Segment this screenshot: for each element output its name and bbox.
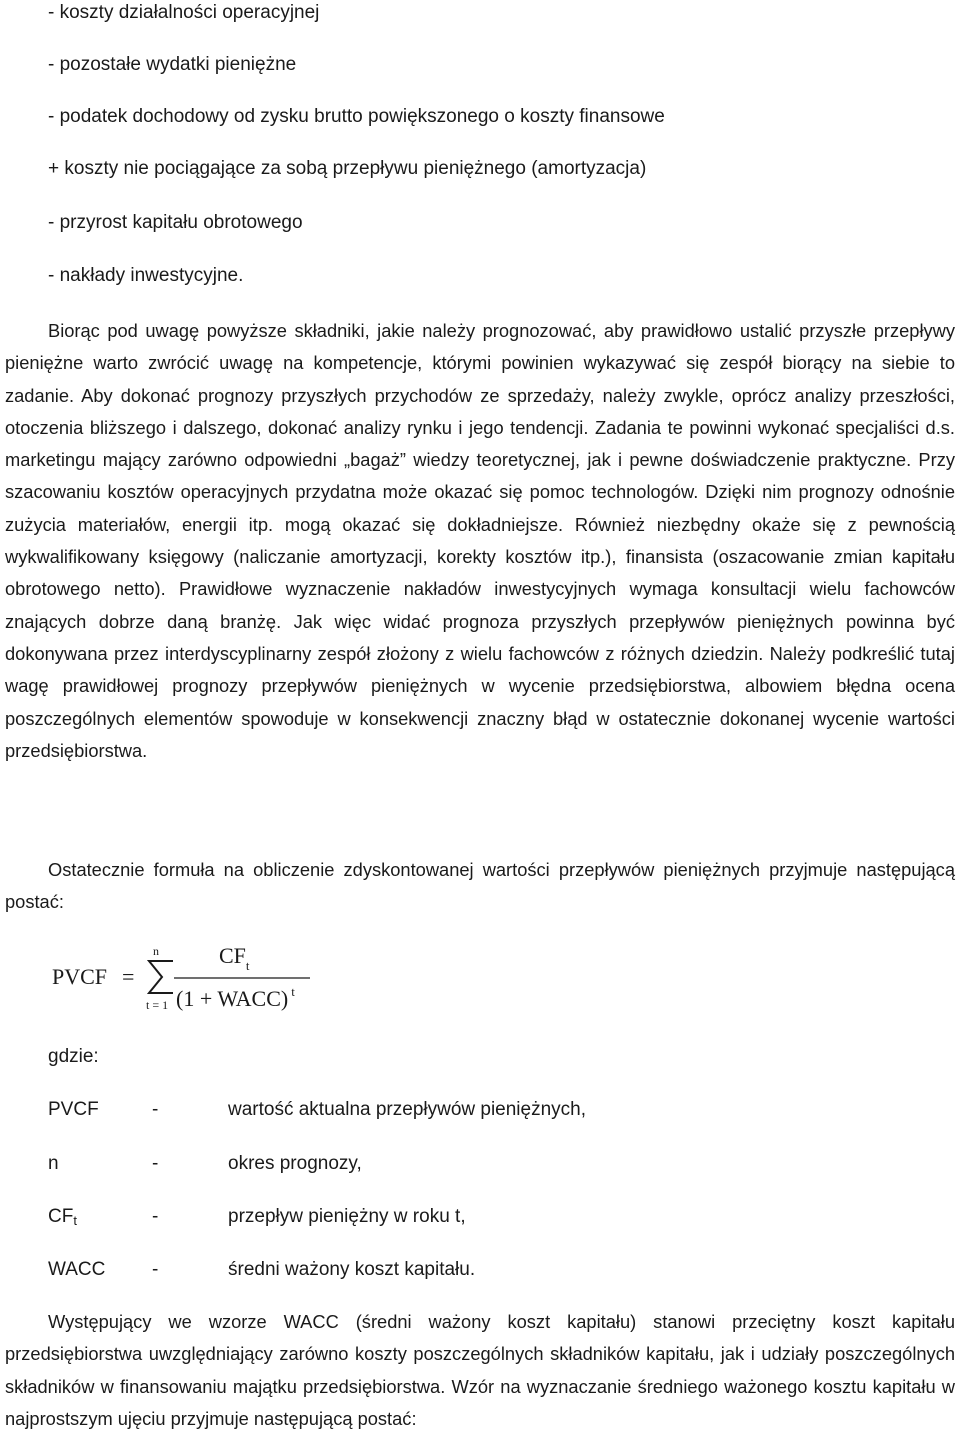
sigma-icon bbox=[146, 959, 176, 995]
formula-lhs: PVCF bbox=[52, 964, 108, 989]
where-label: gdzie: bbox=[48, 1046, 99, 1067]
definition-symbol: $CF_t$ bbox=[48, 1206, 77, 1228]
bullet-item: - przyrost kapitału obrotowego bbox=[48, 212, 303, 233]
definition-dash: - bbox=[152, 1099, 159, 1120]
paragraph-competencies bbox=[5, 315, 955, 767]
formula-equals: = bbox=[122, 964, 135, 989]
definition-text: przepływ pieniężny w roku t, bbox=[228, 1206, 466, 1227]
definition-text: wartość aktualna przepływów pieniężnych, bbox=[228, 1099, 587, 1120]
bullet-item: - podatek dochodowy od zysku brutto powiększonego o koszty finansowe bbox=[48, 106, 665, 127]
sum-upper-limit: n bbox=[153, 944, 159, 958]
definition-text: średni ważony koszt kapitału. bbox=[228, 1259, 476, 1280]
paragraph-formula-intro bbox=[5, 854, 955, 919]
definition-text: okres prognozy, bbox=[228, 1153, 362, 1174]
bullet-item: - nakłady inwestycyjne. bbox=[48, 265, 244, 286]
paragraph-text: Biorąc pod uwagę powyższe składniki, jakie należy prognozować, aby prawidłowo ustalić przyszłe przepływy pieniężne warto zwrócić uwagę na kompetencje, którymi powinien wykazywać się zespół biorący na siebie to zadanie. Aby dokonać prognozy przyszłych przychodów ze sprzedaży, należy zwykle, oprócz analizy przeszłości, otoczenia bliższego i dalszego, dokonać analizy rynku i jego tendencji. Zadania te powinni wykonać specjaliści d.s. marketingu mający zarówno odpowiedni „bagaż” wiedzy teoretycznej, jak i pewne doświadczenie praktyczne. Przy szacowaniu kosztów operacyjnych przydatna może okazać się pomoc technologów. Dzięki nim prognozy odnośnie zużycia materiałów, energii itp. mogą okazać się dokładniejsze. Również niezbędny okaże się z pewnością wykwalifikowany księgowy (naliczanie amortyzacji, korekty kosztów itp.), finansista (oszacowanie zmian kapitału obrotowego netto). Prawidłowe wyznaczenie nakładów inwestycyjnych wymaga konsultacji wielu fachowców znających dobrze daną branżę. Jak więc widać prognoza przyszłych przepływów pieniężnych powinna być dokonywana przez interdyscyplinarny zespół złożony z wielu fachowców z różnych dziedzin. Należy podkreślić tutaj wagę prawidłowej prognozy przepływów pieniężnych w wycenie przedsiębiorstwa, albowiem błędna ocena poszczególnych elementów spowoduje w konsekwencji znaczny błąd w ostatecznie dokonanej wycenie wartości przedsiębiorstwa. bbox=[5, 320, 955, 761]
numerator-base: CF bbox=[219, 943, 246, 968]
definition-symbol: PVCF bbox=[48, 1099, 99, 1120]
definition-dash: - bbox=[152, 1259, 159, 1280]
definition-symbol: n bbox=[48, 1153, 59, 1174]
pvcf-formula bbox=[50, 938, 330, 1020]
paragraph-text: Występujący we wzorze WACC (średni ważony koszt kapitału) stanowi przeciętny koszt kapitału przedsiębiorstwa uwzględniający zarówno koszty poszczególnych składników kapitału, jak i udziały poszczególnych składników w finansowaniu majątku przedsiębiorstwa. Wzór na wyznaczanie średniego ważonego kosztu kapitału w najprostszym ujęciu przyjmuje następującą postać: bbox=[5, 1311, 955, 1429]
sum-lower-limit: t = 1 bbox=[146, 998, 169, 1012]
formula-numerator bbox=[219, 943, 250, 973]
paragraph-text: Ostatecznie formuła na obliczenie zdyskontowanej wartości przepływów pieniężnych przyjmuje następującą postać: bbox=[5, 859, 955, 913]
paragraph-wacc bbox=[5, 1306, 955, 1435]
formula-denominator bbox=[176, 986, 295, 1012]
numerator-subscript: t bbox=[245, 958, 250, 973]
fraction-bar bbox=[174, 977, 310, 979]
bullet-item: + koszty nie pociągające za sobą przepływu pieniężnego (amortyzacja) bbox=[48, 158, 647, 179]
denominator-base: (1 + WACC) bbox=[176, 986, 289, 1011]
bullet-item: - pozostałe wydatki pieniężne bbox=[48, 54, 297, 75]
definition-symbol: WACC bbox=[48, 1259, 106, 1280]
denominator-exponent: t bbox=[291, 984, 295, 999]
definition-dash: - bbox=[152, 1153, 159, 1174]
bullet-item: - koszty działalności operacyjnej bbox=[48, 2, 320, 23]
definition-dash: - bbox=[152, 1206, 159, 1227]
